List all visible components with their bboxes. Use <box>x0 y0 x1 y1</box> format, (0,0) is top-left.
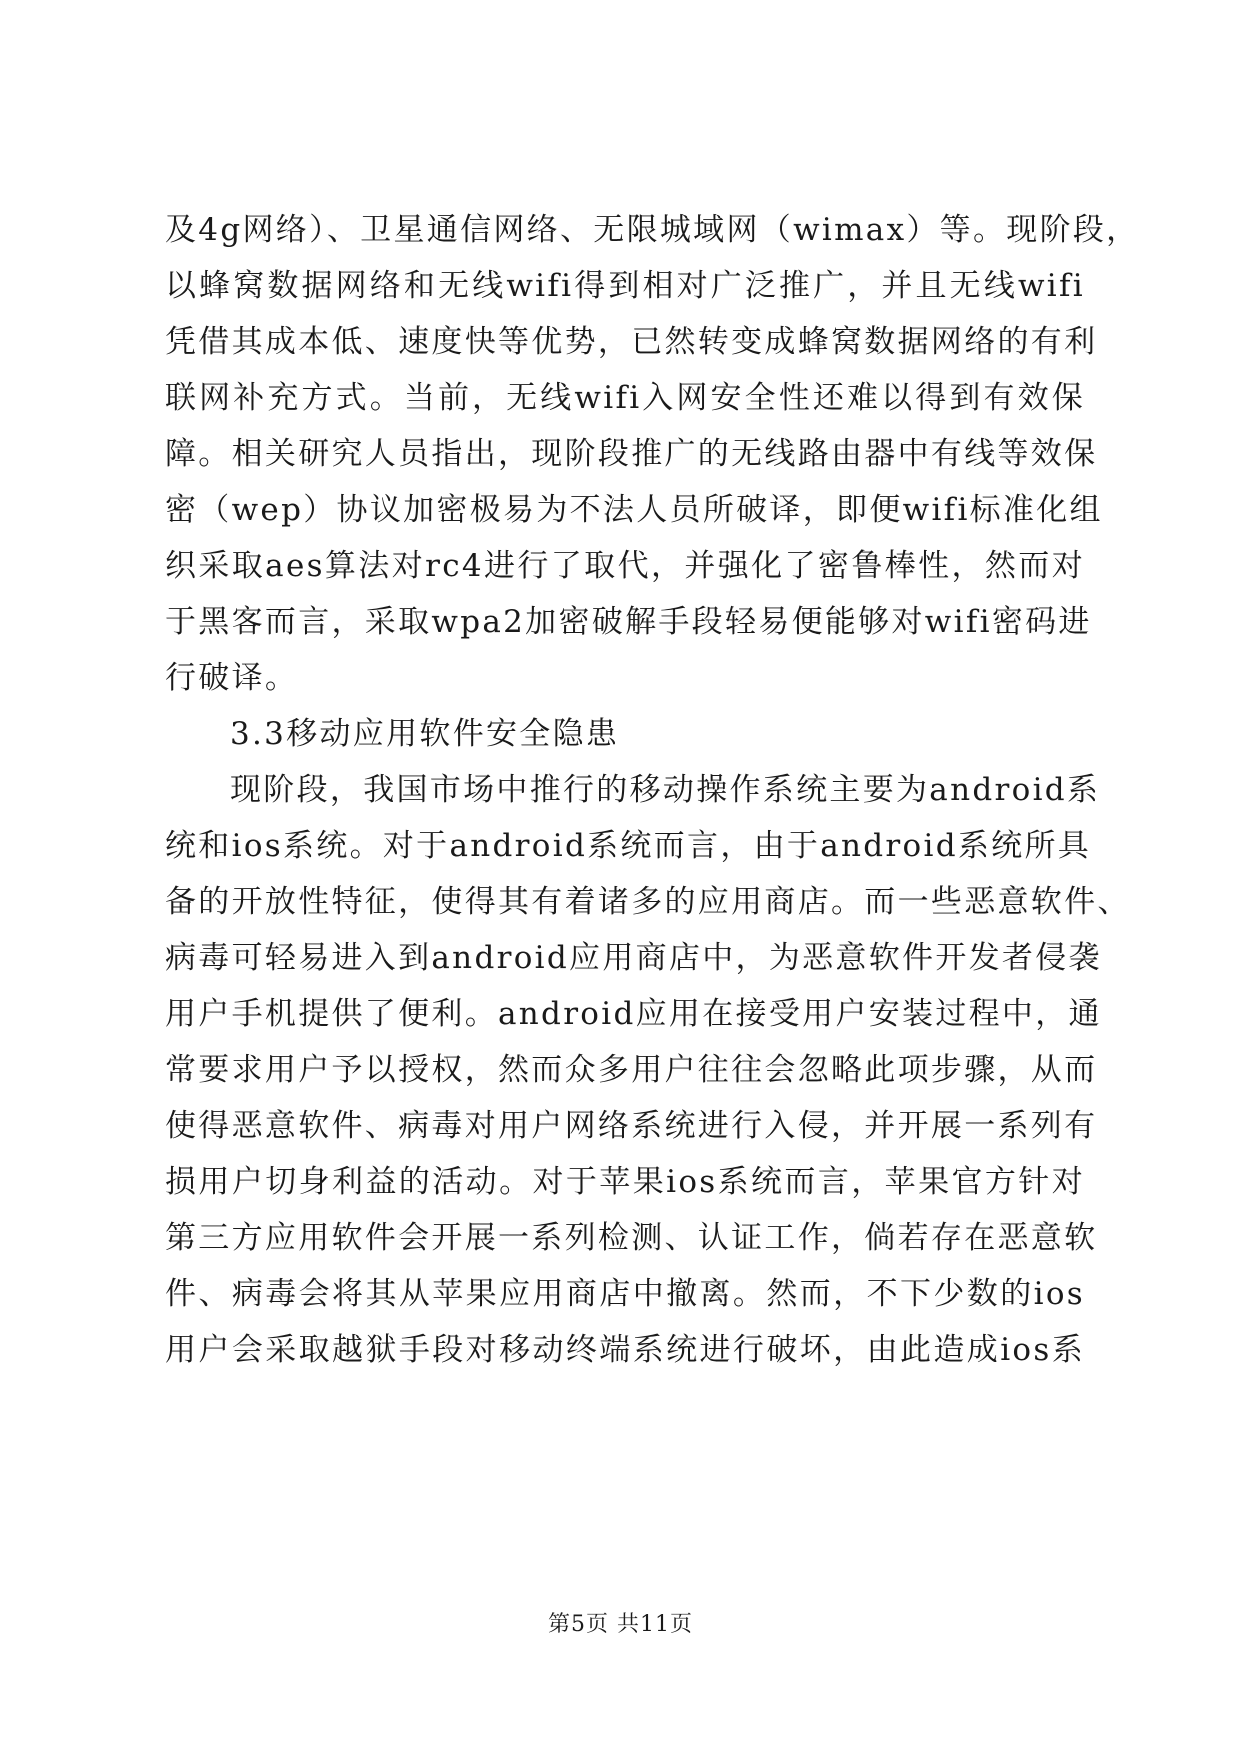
body-line: 联网补充方式。当前，无线wifi入网安全性还难以得到有效保 <box>165 380 1085 416</box>
body-line: 于黑客而言，采取wpa2加密破解手段轻易便能够对wifi密码进 <box>165 604 1092 640</box>
paragraph-first-line: 现阶段，我国市场中推行的移动操作系统主要为android系 <box>230 772 1101 808</box>
body-line: 件、病毒会将其从苹果应用商店中撤离。然而，不下少数的ios <box>165 1276 1085 1312</box>
body-line: 病毒可轻易进入到android应用商店中，为恶意软件开发者侵袭 <box>165 940 1102 976</box>
body-line: 凭借其成本低、速度快等优势，已然转变成蜂窝数据网络的有利 <box>165 324 1098 360</box>
body-line: 常要求用户予以授权，然而众多用户往往会忽略此项步骤，从而 <box>165 1052 1098 1088</box>
section-heading: 3.3移动应用软件安全隐患 <box>230 716 620 752</box>
body-line: 第三方应用软件会开展一系列检测、认证工作，倘若存在恶意软 <box>165 1220 1098 1256</box>
body-line: 织采取aes算法对rc4进行了取代，并强化了密鲁棒性，然而对 <box>165 548 1085 584</box>
body-line: 使得恶意软件、病毒对用户网络系统进行入侵，并开展一系列有 <box>165 1108 1098 1144</box>
body-line: 及4g网络）、卫星通信网络、无限城域网（wimax）等。现阶段， <box>165 212 1140 248</box>
body-line: 行破译。 <box>165 660 299 696</box>
body-line: 以蜂窝数据网络和无线wifi得到相对广泛推广，并且无线wifi <box>165 268 1085 304</box>
body-line: 密（wep）协议加密极易为不法人员所破译，即便wifi标准化组 <box>165 492 1103 528</box>
body-line: 障。相关研究人员指出，现阶段推广的无线路由器中有线等效保 <box>165 436 1098 472</box>
body-line: 用户会采取越狱手段对移动终端系统进行破坏，由此造成ios系 <box>165 1332 1085 1368</box>
body-line: 备的开放性特征，使得其有着诸多的应用商店。而一些恶意软件、 <box>165 884 1131 920</box>
body-line: 用户手机提供了便利。android应用在接受用户安装过程中，通 <box>165 996 1102 1032</box>
page-footer: 第5页 共11页 <box>548 1612 693 1637</box>
body-line: 统和ios系统。对于android系统而言，由于android系统所具 <box>165 828 1092 864</box>
body-line: 损用户切身利益的活动。对于苹果ios系统而言，苹果官方针对 <box>165 1164 1085 1200</box>
